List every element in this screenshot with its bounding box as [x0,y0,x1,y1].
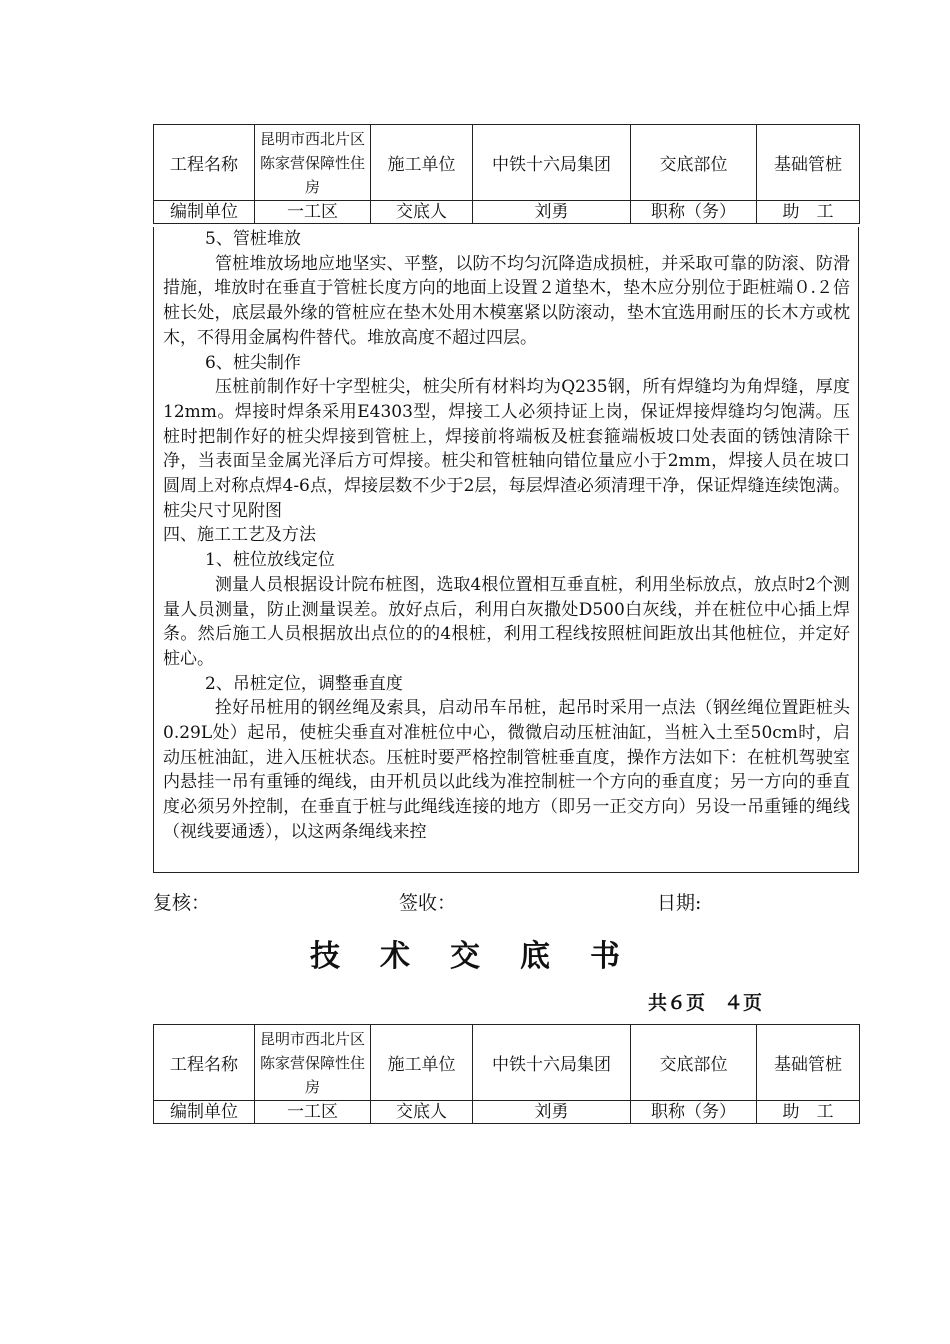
heading-pile-stacking: 5、管桩堆放 [205,229,301,249]
project-label: 工程名称 [154,1025,255,1101]
header-table-bottom [153,1024,860,1124]
date-signature: 日期: [657,892,702,914]
org-value: 一工区 [255,201,371,224]
contractor-label: 施工单位 [371,1025,473,1101]
header-table-top [153,124,860,224]
part-value: 基础管桩 [757,1025,860,1101]
content-box [153,227,859,873]
part-value: 基础管桩 [757,125,860,201]
contractor-value: 中铁十六局集团 [473,1025,631,1101]
paragraph-pile-lifting: 拴好吊桩用的钢丝绳及索具，启动吊车吊桩，起吊时采用一点法（钢丝绳位置距桩头0.29L处）起吊，使桩尖垂直对准桩位中心，微微启动压桩油缸，当桩入土至50cm时，启动压桩油缸，进入压桩状态。压桩时要严格控制管桩垂直度，操作方法如下：在桩机驾驶室内悬挂一吊有重锤的绳线，由开机员以此线为准控制桩一个方向的垂直度；另一方向的垂直度必须另外控制，在垂直于桩与此绳线连接的地方（即另一正交方向）另设一吊重锤的绳线（视线要通透），以这两条绳线来控 [163,698,850,842]
heading-pile-positioning: 1、桩位放线定位 [205,550,335,571]
review-signature: 复核： [153,892,211,914]
org-value: 一工区 [255,1101,371,1124]
presenter-label: 交底人 [371,201,473,224]
paragraph-pile-tip: 压桩前制作好十字型桩尖，桩尖所有材料均为Q235钢，所有焊缝均为角焊缝，厚度12mm。焊接时焊条采用E4303型，焊接工人必须持证上岗，保证焊接焊缝均匀饱满。压桩时把制作好的桩尖焊接到管桩上，焊接前将端板及桩套箍端板坡口处表面的锈蚀清除干净，当表面呈金属光泽后方可焊接。桩尖和管桩轴向错位量应小于2mm，焊接人员在坡口圆周上对称点焊4-6点，焊接层数不少于2层，每层焊渣必须清理干净，保证焊缝连续饱满。桩尖尺寸见附图 [163,377,850,521]
org-label: 编制单位 [154,1101,255,1124]
page-info: 共６页 ４页 [648,992,763,1014]
presenter-label: 交底人 [371,1101,473,1124]
paragraph-pile-stacking: 管桩堆放场地应地坚实、平整，以防不均匀沉降造成损桩，并采取可靠的防滚、防滑措施，堆放时在垂直于管桩长度方向的地面上设置２道垫木，垫木应分别位于距桩端０.２倍桩长处，底层最外缘的管桩应在垫木处用木模塞紧以防滚动，垫木宜选用耐压的长木方或枕木，不得用金属构件替代。堆放高度不超过四层。 [163,253,850,348]
part-label: 交底部位 [631,1025,757,1101]
document-title: 技术交底书 [310,939,660,974]
presenter-value: 刘勇 [473,1101,631,1124]
job-title-value: 助 工 [757,1101,860,1124]
org-label: 编制单位 [154,201,255,224]
heading-pile-tip: 6、桩尖制作 [205,352,301,373]
part-label: 交底部位 [631,125,757,201]
job-title-label: 职称（务） [631,201,757,224]
paragraph-pile-positioning: 测量人员根据设计院布桩图，选取4根位置相互垂直桩，利用坐标放点，放点时2个测量人员测量，防止测量误差。放好点后，利用白灰撒处D500白灰线，并在桩位中心插上焊条。然后施工人员根据放出点位的的4根桩，利用工程线按照桩间距放出其他桩位，并定好桩心。 [163,574,850,669]
contractor-value: 中铁十六局集团 [473,125,631,201]
receive-signature: 签收： [399,892,457,914]
job-title-value: 助 工 [757,201,860,224]
project-label: 工程名称 [154,125,255,201]
heading-pile-lifting: 2、吊桩定位，调整垂直度 [205,673,403,694]
job-title-label: 职称（务） [631,1101,757,1124]
project-value: 昆明市西北片区陈家营保障性住房 [255,1025,371,1101]
presenter-value: 刘勇 [473,201,631,224]
section-heading-process: 四、施工工艺及方法 [163,525,316,546]
project-value: 昆明市西北片区陈家营保障性住房 [255,125,371,201]
contractor-label: 施工单位 [371,125,473,201]
